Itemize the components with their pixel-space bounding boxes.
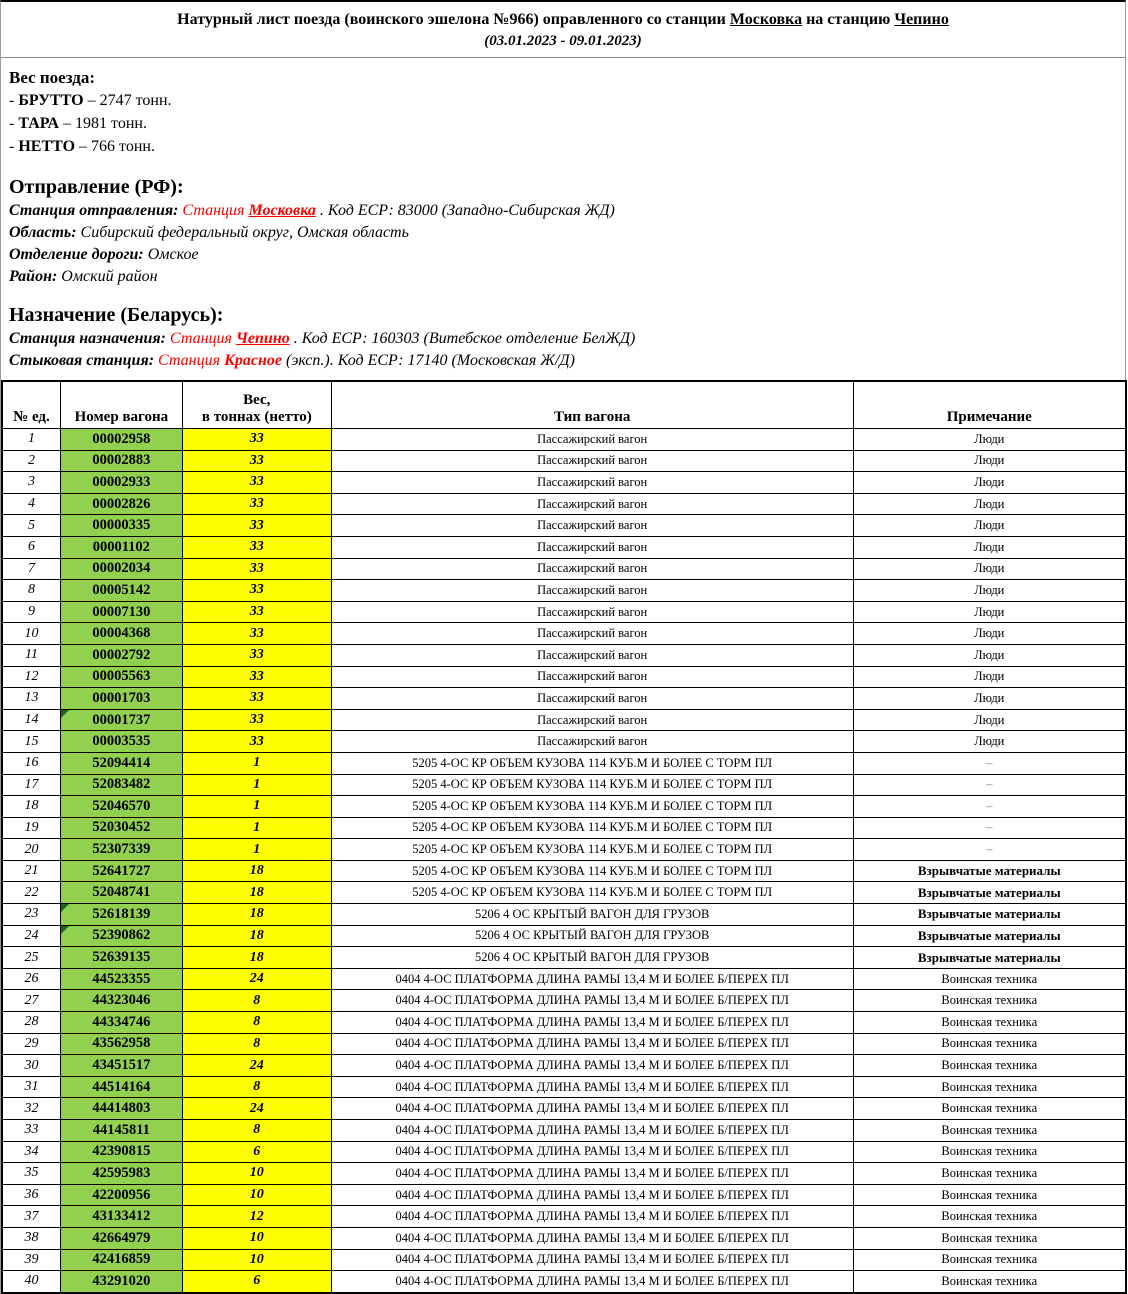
unit-number-cell: 5 bbox=[2, 515, 60, 537]
wagon-type-cell: 5205 4-ОС КР ОБЪЕМ КУЗОВА 114 КУБ.М И БОЛЕЕ С ТОРМ ПЛ bbox=[331, 774, 853, 796]
wagon-number-cell: 52641727 bbox=[60, 860, 182, 882]
weight-cell: 10 bbox=[182, 1227, 331, 1249]
weight-netto-label: НЕТТО bbox=[18, 138, 76, 155]
wagon-type-cell: Пассажирский вагон bbox=[331, 515, 853, 537]
unit-number-cell: 15 bbox=[2, 731, 60, 753]
unit-number-cell: 8 bbox=[2, 580, 60, 602]
info-section bbox=[1, 58, 1125, 372]
note-cell: Воинская техника bbox=[853, 990, 1126, 1012]
note-cell: Люди bbox=[853, 623, 1126, 645]
wagon-number-cell: 44514164 bbox=[60, 1076, 182, 1098]
note-cell: Взрывчатые материалы bbox=[853, 925, 1126, 947]
weight-cell: 1 bbox=[182, 796, 331, 818]
weight-cell: 33 bbox=[182, 536, 331, 558]
wagon-type-cell: 0404 4-ОС ПЛАТФОРМА ДЛИНА РАМЫ 13,4 М И БОЛЕЕ Б/ПЕРЕХ ПЛ bbox=[331, 990, 853, 1012]
wagon-number-cell: 52618139 bbox=[60, 904, 182, 926]
weight-cell: 33 bbox=[182, 493, 331, 515]
wagon-number-cell: 00001102 bbox=[60, 536, 182, 558]
note-cell: Взрывчатые материалы bbox=[853, 882, 1126, 904]
note-cell: Воинская техника bbox=[853, 1098, 1126, 1120]
wagon-type-cell: 5206 4 ОС КРЫТЫЙ ВАГОН ДЛЯ ГРУЗОВ bbox=[331, 947, 853, 969]
weight-netto-line bbox=[9, 135, 1115, 158]
note-cell: Люди bbox=[853, 472, 1126, 494]
note-cell: Люди bbox=[853, 666, 1126, 688]
wagon-number-cell: 00005142 bbox=[60, 580, 182, 602]
unit-number-cell: 19 bbox=[2, 817, 60, 839]
departure-station-label: Станция отправления: bbox=[9, 202, 183, 219]
table-row bbox=[2, 990, 1126, 1012]
wagon-type-cell: Пассажирский вагон bbox=[331, 450, 853, 472]
table-row bbox=[2, 1141, 1126, 1163]
wagon-type-cell: Пассажирский вагон bbox=[331, 666, 853, 688]
departure-district-line bbox=[9, 266, 1115, 288]
unit-number-cell: 11 bbox=[2, 644, 60, 666]
junction-station-line bbox=[9, 350, 1115, 372]
bullet: - bbox=[9, 92, 19, 109]
wagon-number-cell: 00003535 bbox=[60, 731, 182, 753]
table-row bbox=[2, 429, 1126, 451]
table-row bbox=[2, 752, 1126, 774]
unit-number-cell: 38 bbox=[2, 1227, 60, 1249]
unit-number-cell: 33 bbox=[2, 1120, 60, 1142]
wagon-type-cell: Пассажирский вагон bbox=[331, 688, 853, 710]
table-row bbox=[2, 493, 1126, 515]
weight-cell: 33 bbox=[182, 731, 331, 753]
note-cell: Люди bbox=[853, 644, 1126, 666]
table-row bbox=[2, 1249, 1126, 1271]
wagon-type-cell: 5205 4-ОС КР ОБЪЕМ КУЗОВА 114 КУБ.М И БОЛЕЕ С ТОРМ ПЛ bbox=[331, 817, 853, 839]
table-row bbox=[2, 472, 1126, 494]
weight-cell: 18 bbox=[182, 882, 331, 904]
wagon-number-cell: 52083482 bbox=[60, 774, 182, 796]
header-weight-line1: Вес, bbox=[243, 392, 271, 408]
note-cell: Взрывчатые материалы bbox=[853, 947, 1126, 969]
note-cell: Воинская техника bbox=[853, 1141, 1126, 1163]
note-cell: – bbox=[853, 817, 1126, 839]
wagon-number-cell: 00000335 bbox=[60, 515, 182, 537]
header-weight-line2: в тоннах (нетто) bbox=[201, 409, 312, 425]
header-wagon-number: Номер вагона bbox=[60, 381, 182, 429]
weight-cell: 33 bbox=[182, 666, 331, 688]
weight-tara-value: – 1981 тонн. bbox=[59, 115, 147, 132]
weight-brutto-value: – 2747 тонн. bbox=[83, 92, 172, 109]
table-row bbox=[2, 558, 1126, 580]
unit-number-cell: 20 bbox=[2, 839, 60, 861]
note-cell: Воинская техника bbox=[853, 1076, 1126, 1098]
wagon-type-cell: Пассажирский вагон bbox=[331, 472, 853, 494]
document-title bbox=[11, 9, 1115, 31]
weight-cell: 33 bbox=[182, 688, 331, 710]
wagon-type-cell: 5205 4-ОС КР ОБЪЕМ КУЗОВА 114 КУБ.М И БОЛЕЕ С ТОРМ ПЛ bbox=[331, 882, 853, 904]
destination-block bbox=[9, 302, 1115, 372]
unit-number-cell: 18 bbox=[2, 796, 60, 818]
note-cell: Люди bbox=[853, 731, 1126, 753]
unit-number-cell: 4 bbox=[2, 493, 60, 515]
wagon-type-cell: 0404 4-ОС ПЛАТФОРМА ДЛИНА РАМЫ 13,4 М И БОЛЕЕ Б/ПЕРЕХ ПЛ bbox=[331, 1141, 853, 1163]
note-cell: Воинская техника bbox=[853, 1055, 1126, 1077]
weight-cell: 33 bbox=[182, 623, 331, 645]
table-row bbox=[2, 1184, 1126, 1206]
wagon-table-header bbox=[2, 381, 1126, 429]
wagon-type-cell: 0404 4-ОС ПЛАТФОРМА ДЛИНА РАМЫ 13,4 М И БОЛЕЕ Б/ПЕРЕХ ПЛ bbox=[331, 1163, 853, 1185]
header-weight bbox=[182, 381, 331, 429]
wagon-type-cell: 0404 4-ОС ПЛАТФОРМА ДЛИНА РАМЫ 13,4 М И БОЛЕЕ Б/ПЕРЕХ ПЛ bbox=[331, 1249, 853, 1271]
wagon-number-cell: 43133412 bbox=[60, 1206, 182, 1228]
wagon-type-cell: 0404 4-ОС ПЛАТФОРМА ДЛИНА РАМЫ 13,4 М И БОЛЕЕ Б/ПЕРЕХ ПЛ bbox=[331, 968, 853, 990]
wagon-number-cell: 43451517 bbox=[60, 1055, 182, 1077]
table-row bbox=[2, 1271, 1126, 1293]
table-row bbox=[2, 731, 1126, 753]
table-row bbox=[2, 968, 1126, 990]
departure-division-line bbox=[9, 244, 1115, 266]
weight-cell: 8 bbox=[182, 1033, 331, 1055]
title-from-station: Московка bbox=[729, 11, 803, 28]
departure-station-name: Московка bbox=[248, 202, 316, 219]
header-wagon-type: Тип вагона bbox=[331, 381, 853, 429]
departure-station-code: . Код ЕСР: 83000 (Западно-Сибирская ЖД) bbox=[315, 202, 615, 219]
table-row bbox=[2, 536, 1126, 558]
wagon-type-cell: Пассажирский вагон bbox=[331, 623, 853, 645]
table-row bbox=[2, 666, 1126, 688]
unit-number-cell: 6 bbox=[2, 536, 60, 558]
note-cell: Люди bbox=[853, 536, 1126, 558]
unit-number-cell: 32 bbox=[2, 1098, 60, 1120]
note-cell: Воинская техника bbox=[853, 1120, 1126, 1142]
weight-cell: 10 bbox=[182, 1163, 331, 1185]
wagon-number-cell: 00002883 bbox=[60, 450, 182, 472]
note-cell: Люди bbox=[853, 580, 1126, 602]
table-row bbox=[2, 1012, 1126, 1034]
table-row bbox=[2, 1163, 1126, 1185]
table-row bbox=[2, 839, 1126, 861]
wagon-number-cell: 00002034 bbox=[60, 558, 182, 580]
table-row bbox=[2, 515, 1126, 537]
unit-number-cell: 2 bbox=[2, 450, 60, 472]
unit-number-cell: 7 bbox=[2, 558, 60, 580]
weight-tara-line bbox=[9, 112, 1115, 135]
table-row bbox=[2, 709, 1126, 731]
note-cell: – bbox=[853, 796, 1126, 818]
wagon-number-cell: 00001737 bbox=[60, 709, 182, 731]
junction-station-label: Стыковая станция: bbox=[9, 352, 159, 369]
unit-number-cell: 30 bbox=[2, 1055, 60, 1077]
table-row bbox=[2, 1033, 1126, 1055]
weight-cell: 33 bbox=[182, 472, 331, 494]
note-cell: Взрывчатые материалы bbox=[853, 860, 1126, 882]
weight-tara-label: ТАРА bbox=[18, 115, 60, 132]
wagon-type-cell: 0404 4-ОС ПЛАТФОРМА ДЛИНА РАМЫ 13,4 М И БОЛЕЕ Б/ПЕРЕХ ПЛ bbox=[331, 1271, 853, 1293]
header-unit-number: № ед. bbox=[2, 381, 60, 429]
table-row bbox=[2, 925, 1126, 947]
note-cell: Воинская техника bbox=[853, 1012, 1126, 1034]
wagon-type-cell: 5205 4-ОС КР ОБЪЕМ КУЗОВА 114 КУБ.М И БОЛЕЕ С ТОРМ ПЛ bbox=[331, 860, 853, 882]
weight-cell: 24 bbox=[182, 968, 331, 990]
weight-cell: 33 bbox=[182, 515, 331, 537]
weight-brutto-line bbox=[9, 89, 1115, 112]
table-row bbox=[2, 601, 1126, 623]
bullet: - bbox=[9, 115, 19, 132]
table-row bbox=[2, 947, 1126, 969]
weight-cell: 33 bbox=[182, 601, 331, 623]
unit-number-cell: 17 bbox=[2, 774, 60, 796]
wagon-number-cell: 52048741 bbox=[60, 882, 182, 904]
note-cell: Воинская техника bbox=[853, 1249, 1126, 1271]
weight-netto-value: – 766 тонн. bbox=[75, 138, 155, 155]
weight-cell: 33 bbox=[182, 450, 331, 472]
unit-number-cell: 39 bbox=[2, 1249, 60, 1271]
destination-station-word: Станция bbox=[169, 330, 236, 347]
wagon-number-cell: 52030452 bbox=[60, 817, 182, 839]
unit-number-cell: 3 bbox=[2, 472, 60, 494]
table-row bbox=[2, 1055, 1126, 1077]
unit-number-cell: 24 bbox=[2, 925, 60, 947]
wagon-type-cell: 0404 4-ОС ПЛАТФОРМА ДЛИНА РАМЫ 13,4 М И БОЛЕЕ Б/ПЕРЕХ ПЛ bbox=[331, 1055, 853, 1077]
document-title-box bbox=[1, 2, 1125, 58]
wagon-type-cell: 0404 4-ОС ПЛАТФОРМА ДЛИНА РАМЫ 13,4 М И БОЛЕЕ Б/ПЕРЕХ ПЛ bbox=[331, 1033, 853, 1055]
note-cell: Воинская техника bbox=[853, 968, 1126, 990]
wagon-type-cell: Пассажирский вагон bbox=[331, 644, 853, 666]
unit-number-cell: 25 bbox=[2, 947, 60, 969]
destination-heading: Назначение (Беларусь): bbox=[9, 304, 224, 326]
unit-number-cell: 35 bbox=[2, 1163, 60, 1185]
table-row bbox=[2, 644, 1126, 666]
wagon-number-cell: 42416859 bbox=[60, 1249, 182, 1271]
note-cell: Люди bbox=[853, 688, 1126, 710]
wagon-number-cell: 00001703 bbox=[60, 688, 182, 710]
note-cell: Люди bbox=[853, 515, 1126, 537]
unit-number-cell: 9 bbox=[2, 601, 60, 623]
weight-cell: 10 bbox=[182, 1249, 331, 1271]
wagon-number-cell: 42595983 bbox=[60, 1163, 182, 1185]
wagon-number-cell: 00002826 bbox=[60, 493, 182, 515]
title-middle: на станцию bbox=[802, 11, 895, 28]
note-cell: Воинская техника bbox=[853, 1184, 1126, 1206]
departure-station-word: Станция bbox=[182, 202, 249, 219]
wagon-number-cell: 44145811 bbox=[60, 1120, 182, 1142]
unit-number-cell: 23 bbox=[2, 904, 60, 926]
weight-cell: 24 bbox=[182, 1055, 331, 1077]
weight-cell: 8 bbox=[182, 1012, 331, 1034]
weight-cell: 8 bbox=[182, 1076, 331, 1098]
wagon-number-cell: 00004368 bbox=[60, 623, 182, 645]
note-cell: – bbox=[853, 839, 1126, 861]
wagon-number-cell: 00002958 bbox=[60, 429, 182, 451]
note-cell: Люди bbox=[853, 558, 1126, 580]
wagon-type-cell: 5206 4 ОС КРЫТЫЙ ВАГОН ДЛЯ ГРУЗОВ bbox=[331, 904, 853, 926]
table-row bbox=[2, 1206, 1126, 1228]
wagon-type-cell: Пассажирский вагон bbox=[331, 429, 853, 451]
unit-number-cell: 37 bbox=[2, 1206, 60, 1228]
wagon-type-cell: Пассажирский вагон bbox=[331, 493, 853, 515]
table-row bbox=[2, 860, 1126, 882]
weight-cell: 8 bbox=[182, 990, 331, 1012]
division-label: Отделение дороги: bbox=[9, 246, 148, 263]
unit-number-cell: 34 bbox=[2, 1141, 60, 1163]
note-cell: Взрывчатые материалы bbox=[853, 904, 1126, 926]
unit-number-cell: 40 bbox=[2, 1271, 60, 1293]
note-cell: Люди bbox=[853, 709, 1126, 731]
table-row bbox=[2, 580, 1126, 602]
wagon-type-cell: 5205 4-ОС КР ОБЪЕМ КУЗОВА 114 КУБ.М И БОЛЕЕ С ТОРМ ПЛ bbox=[331, 796, 853, 818]
wagon-number-cell: 42390815 bbox=[60, 1141, 182, 1163]
document-date-range: (03.01.2023 - 09.01.2023) bbox=[484, 33, 642, 49]
weight-cell: 8 bbox=[182, 1120, 331, 1142]
weight-brutto-label: БРУТТО bbox=[18, 92, 84, 109]
weight-cell: 1 bbox=[182, 839, 331, 861]
note-cell: Люди bbox=[853, 601, 1126, 623]
note-cell: – bbox=[853, 752, 1126, 774]
destination-station-line bbox=[9, 328, 1115, 350]
table-row bbox=[2, 450, 1126, 472]
wagon-number-cell: 00005563 bbox=[60, 666, 182, 688]
table-row bbox=[2, 817, 1126, 839]
wagon-number-cell: 52094414 bbox=[60, 752, 182, 774]
wagon-table-body bbox=[2, 429, 1126, 1293]
weight-cell: 1 bbox=[182, 817, 331, 839]
note-cell: Воинская техника bbox=[853, 1227, 1126, 1249]
departure-heading: Отправление (РФ): bbox=[9, 176, 184, 198]
wagon-number-cell: 42664979 bbox=[60, 1227, 182, 1249]
weight-cell: 1 bbox=[182, 752, 331, 774]
unit-number-cell: 31 bbox=[2, 1076, 60, 1098]
note-cell: Люди bbox=[853, 429, 1126, 451]
junction-station-name: Красное bbox=[224, 352, 282, 369]
weight-cell: 33 bbox=[182, 709, 331, 731]
weight-cell: 6 bbox=[182, 1141, 331, 1163]
wagon-type-cell: 0404 4-ОС ПЛАТФОРМА ДЛИНА РАМЫ 13,4 М И БОЛЕЕ Б/ПЕРЕХ ПЛ bbox=[331, 1227, 853, 1249]
table-row bbox=[2, 1098, 1126, 1120]
destination-station-name: Чепино bbox=[235, 330, 290, 347]
unit-number-cell: 36 bbox=[2, 1184, 60, 1206]
region-value: Сибирский федеральный округ, Омская область bbox=[80, 224, 409, 241]
unit-number-cell: 28 bbox=[2, 1012, 60, 1034]
weight-cell: 12 bbox=[182, 1206, 331, 1228]
table-row bbox=[2, 904, 1126, 926]
wagon-type-cell: 0404 4-ОС ПЛАТФОРМА ДЛИНА РАМЫ 13,4 М И БОЛЕЕ Б/ПЕРЕХ ПЛ bbox=[331, 1076, 853, 1098]
wagon-type-cell: 0404 4-ОС ПЛАТФОРМА ДЛИНА РАМЫ 13,4 М И БОЛЕЕ Б/ПЕРЕХ ПЛ bbox=[331, 1120, 853, 1142]
unit-number-cell: 29 bbox=[2, 1033, 60, 1055]
wagon-type-cell: 5205 4-ОС КР ОБЪЕМ КУЗОВА 114 КУБ.М И БОЛЕЕ С ТОРМ ПЛ bbox=[331, 752, 853, 774]
unit-number-cell: 21 bbox=[2, 860, 60, 882]
departure-station-line bbox=[9, 200, 1115, 222]
table-row bbox=[2, 688, 1126, 710]
train-weight-heading: Вес поезда: bbox=[9, 68, 96, 87]
wagon-type-cell: 5206 4 ОС КРЫТЫЙ ВАГОН ДЛЯ ГРУЗОВ bbox=[331, 925, 853, 947]
weight-cell: 18 bbox=[182, 860, 331, 882]
division-value: Омское bbox=[147, 246, 199, 263]
title-prefix: Натурный лист поезда (воинского эшелона №966) оправленного со станции bbox=[177, 11, 730, 28]
wagon-type-cell: Пассажирский вагон bbox=[331, 580, 853, 602]
wagon-number-cell: 43562958 bbox=[60, 1033, 182, 1055]
bullet: - bbox=[9, 138, 19, 155]
note-cell: – bbox=[853, 774, 1126, 796]
weight-cell: 33 bbox=[182, 558, 331, 580]
weight-cell: 6 bbox=[182, 1271, 331, 1293]
unit-number-cell: 14 bbox=[2, 709, 60, 731]
wagon-table bbox=[1, 380, 1127, 1294]
wagon-type-cell: Пассажирский вагон bbox=[331, 709, 853, 731]
wagon-number-cell: 52307339 bbox=[60, 839, 182, 861]
weight-cell: 33 bbox=[182, 429, 331, 451]
wagon-type-cell: 5205 4-ОС КР ОБЪЕМ КУЗОВА 114 КУБ.М И БОЛЕЕ С ТОРМ ПЛ bbox=[331, 839, 853, 861]
note-cell: Воинская техника bbox=[853, 1163, 1126, 1185]
weight-cell: 18 bbox=[182, 925, 331, 947]
wagon-number-cell: 52390862 bbox=[60, 925, 182, 947]
unit-number-cell: 16 bbox=[2, 752, 60, 774]
table-row bbox=[2, 774, 1126, 796]
weight-cell: 24 bbox=[182, 1098, 331, 1120]
unit-number-cell: 12 bbox=[2, 666, 60, 688]
wagon-type-cell: Пассажирский вагон bbox=[331, 731, 853, 753]
note-cell: Воинская техника bbox=[853, 1271, 1126, 1293]
departure-region-line bbox=[9, 222, 1115, 244]
junction-station-word: Станция bbox=[158, 352, 225, 369]
table-row bbox=[2, 1076, 1126, 1098]
destination-station-code: . Код ЕСР: 160303 (Витебское отделение БелЖД) bbox=[289, 330, 636, 347]
table-row bbox=[2, 623, 1126, 645]
unit-number-cell: 27 bbox=[2, 990, 60, 1012]
table-row bbox=[2, 1227, 1126, 1249]
wagon-number-cell: 44323046 bbox=[60, 990, 182, 1012]
wagon-number-cell: 42200956 bbox=[60, 1184, 182, 1206]
wagon-number-cell: 44334746 bbox=[60, 1012, 182, 1034]
wagon-number-cell: 00002933 bbox=[60, 472, 182, 494]
table-row bbox=[2, 882, 1126, 904]
weight-cell: 18 bbox=[182, 947, 331, 969]
junction-station-code: (эксп.). Код ЕСР: 17140 (Московская Ж/Д) bbox=[282, 352, 575, 369]
wagon-number-cell: 00007130 bbox=[60, 601, 182, 623]
note-cell: Воинская техника bbox=[853, 1206, 1126, 1228]
table-row bbox=[2, 796, 1126, 818]
weight-cell: 33 bbox=[182, 644, 331, 666]
destination-station-label: Станция назначения: bbox=[9, 330, 170, 347]
wagon-type-cell: 0404 4-ОС ПЛАТФОРМА ДЛИНА РАМЫ 13,4 М И БОЛЕЕ Б/ПЕРЕХ ПЛ bbox=[331, 1012, 853, 1034]
weight-cell: 1 bbox=[182, 774, 331, 796]
wagon-number-cell: 44523355 bbox=[60, 968, 182, 990]
wagon-number-cell: 44414803 bbox=[60, 1098, 182, 1120]
wagon-type-cell: Пассажирский вагон bbox=[331, 601, 853, 623]
wagon-number-cell: 52639135 bbox=[60, 947, 182, 969]
unit-number-cell: 26 bbox=[2, 968, 60, 990]
wagon-type-cell: 0404 4-ОС ПЛАТФОРМА ДЛИНА РАМЫ 13,4 М И БОЛЕЕ Б/ПЕРЕХ ПЛ bbox=[331, 1206, 853, 1228]
header-note: Примечание bbox=[853, 381, 1126, 429]
weight-cell: 33 bbox=[182, 580, 331, 602]
unit-number-cell: 22 bbox=[2, 882, 60, 904]
region-label: Область: bbox=[9, 224, 81, 241]
wagon-type-cell: Пассажирский вагон bbox=[331, 558, 853, 580]
wagon-type-cell: 0404 4-ОС ПЛАТФОРМА ДЛИНА РАМЫ 13,4 М И БОЛЕЕ Б/ПЕРЕХ ПЛ bbox=[331, 1098, 853, 1120]
unit-number-cell: 13 bbox=[2, 688, 60, 710]
wagon-number-cell: 43291020 bbox=[60, 1271, 182, 1293]
wagon-type-cell: 0404 4-ОС ПЛАТФОРМА ДЛИНА РАМЫ 13,4 М И БОЛЕЕ Б/ПЕРЕХ ПЛ bbox=[331, 1184, 853, 1206]
note-cell: Люди bbox=[853, 493, 1126, 515]
wagon-number-cell: 00002792 bbox=[60, 644, 182, 666]
district-label: Район: bbox=[9, 268, 62, 285]
table-row bbox=[2, 1120, 1126, 1142]
title-to-station: Чепино bbox=[894, 11, 949, 28]
wagon-type-cell: Пассажирский вагон bbox=[331, 536, 853, 558]
note-cell: Люди bbox=[853, 450, 1126, 472]
note-cell: Воинская техника bbox=[853, 1033, 1126, 1055]
district-value: Омский район bbox=[61, 268, 158, 285]
weight-cell: 10 bbox=[182, 1184, 331, 1206]
wagon-number-cell: 52046570 bbox=[60, 796, 182, 818]
weight-cell: 18 bbox=[182, 904, 331, 926]
unit-number-cell: 10 bbox=[2, 623, 60, 645]
unit-number-cell: 1 bbox=[2, 429, 60, 451]
